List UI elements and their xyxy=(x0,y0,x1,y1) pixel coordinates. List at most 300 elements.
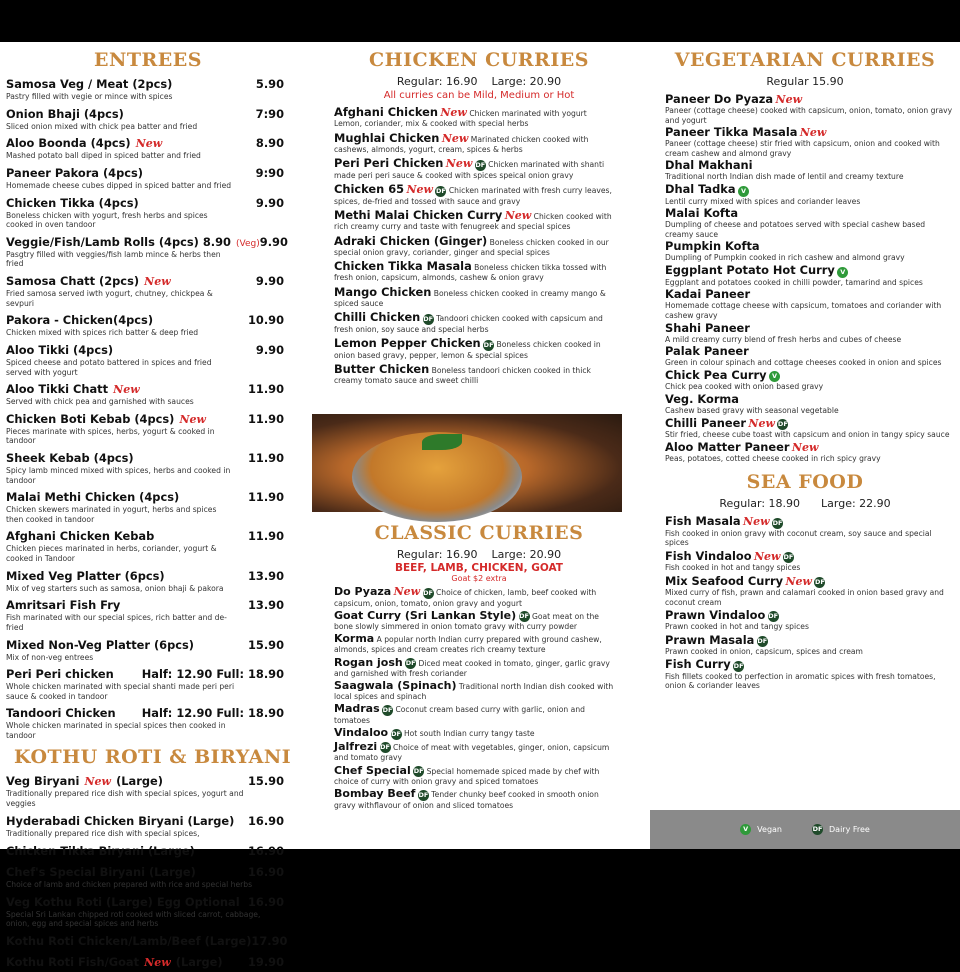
dairy-free-icon: DF xyxy=(382,705,393,714)
column-entrees xyxy=(0,42,296,972)
new-badge: New xyxy=(748,416,775,430)
menu-item-title xyxy=(6,339,113,358)
menu-item-line xyxy=(334,634,614,655)
menu-item-description: Boneless chicken tikka tossed with fresh onion, capsicum, almonds, cashew & onion gravy xyxy=(334,263,607,282)
menu-item-line xyxy=(334,158,614,181)
menu-item-line xyxy=(665,548,955,564)
column-chicken-classic xyxy=(318,42,640,390)
menu-item xyxy=(665,516,955,548)
menu-item-line xyxy=(334,789,614,811)
menu-item-row xyxy=(6,486,284,505)
menu-item-title xyxy=(6,447,134,466)
menu-item-row xyxy=(6,231,288,250)
menu-item-description: Tender chunky beef cooked in smooth onion gravy withflavour of onion and sliced tomatoes xyxy=(334,790,599,810)
menu-item xyxy=(334,681,614,702)
seafood-list xyxy=(650,516,960,690)
menu-item-description: Pieces marinate with spices, herbs, yogurt & cooked in tandoor xyxy=(6,426,215,446)
menu-item-description: Spicy lamb minced mixed with spices, herbs and cooked in tandoor xyxy=(6,466,231,485)
dairy-free-icon: DF xyxy=(812,825,823,833)
dairy-free-icon: DF xyxy=(423,314,434,323)
menu-item-title xyxy=(6,408,206,427)
menu-item-description: Fish fillets cooked to perfection in aromatic spices with fresh tomatoes, onion & coriander leaves xyxy=(665,671,936,691)
menu-item-line xyxy=(334,107,614,129)
menu-item-name: Fish Vindaloo xyxy=(665,548,752,563)
menu-item-title xyxy=(6,594,120,613)
menu-item-line xyxy=(665,265,955,278)
menu-item-title xyxy=(6,231,260,250)
menu-item-line xyxy=(665,160,955,172)
menu-item-row xyxy=(6,408,284,427)
menu-item-line xyxy=(334,608,614,633)
menu-item-description: Chick pea cooked with onion based gravy xyxy=(665,382,824,392)
menu-item xyxy=(6,565,284,594)
menu-item-description: Sliced onion mixed with chick pea batter and fried xyxy=(6,121,198,131)
menu-item-price: 16.90 xyxy=(247,864,284,879)
menu-item-description: Prawn cooked in onion, capsicum, spices and cream xyxy=(665,647,863,657)
menu-item-description: Chicken marinated with fresh curry leaves, spices, de-fried and tossed with sauce and gravy xyxy=(334,186,612,206)
menu-item-line xyxy=(665,94,955,106)
menu-item-title xyxy=(6,634,194,653)
menu-item xyxy=(334,739,614,764)
menu-item-name: Mughlai Chicken xyxy=(334,130,440,145)
menu-item-name: Paneer Tikka Masala xyxy=(665,125,798,140)
new-badge: New xyxy=(775,93,803,106)
menu-item-name: Dhal Tadka xyxy=(665,182,736,197)
menu-item-name: Prawn Masala xyxy=(665,632,755,647)
menu-item-description: Traditional north Indian dish made of lentil and creamy texture xyxy=(665,172,904,182)
menu-item-row xyxy=(6,594,284,613)
menu-item-price: 13.90 xyxy=(247,598,284,613)
menu-item-description: Traditionally prepared rice dish with special spices, xyxy=(6,828,200,838)
menu-item-title xyxy=(6,378,140,397)
veg-title: VEGETARIAN CURRIES xyxy=(674,49,936,71)
menu-item xyxy=(6,339,284,377)
menu-item xyxy=(665,320,955,345)
menu-item-name: Madras xyxy=(334,702,380,716)
menu-item-name: Pakora - Chicken(4pcs) xyxy=(6,313,154,328)
menu-item-name: Chef's Special Biryani (Large) xyxy=(6,864,196,879)
menu-item-row xyxy=(6,447,284,466)
menu-item xyxy=(334,184,614,207)
menu-item-title xyxy=(6,930,251,949)
dietary-legend xyxy=(650,810,960,849)
menu-item-description: Whole chicken marinated in special spices then cooked in tandoor xyxy=(6,721,226,740)
menu-item-name: Paneer Pakora (4pcs) xyxy=(6,166,143,181)
menu-item-description: Cashew based gravy with seasonal vegetable xyxy=(665,406,839,416)
vegan-icon: V xyxy=(837,267,848,278)
menu-item-title xyxy=(6,192,139,211)
new-badge: New xyxy=(440,106,467,119)
menu-item-description: Traditionally prepared rice dish with special spices, yogurt and veggies xyxy=(6,789,244,808)
menu-item-line xyxy=(665,415,955,431)
menu-item-line xyxy=(665,367,955,383)
menu-item-price: 10.90 xyxy=(247,313,284,328)
menu-item xyxy=(334,728,614,740)
menu-item-line xyxy=(334,587,614,609)
menu-item-description: Whole chicken marinated with special shanti made peri peri sauce & cooked in tandoor xyxy=(6,682,235,701)
menu-item-price: 11.90 xyxy=(247,490,284,505)
menu-item-row xyxy=(6,840,284,859)
column-classic xyxy=(318,522,640,813)
menu-item-name: Dhal Makhani xyxy=(665,158,753,173)
menu-item-row xyxy=(6,930,288,949)
entrees-list xyxy=(0,73,296,740)
menu-item-description: Dumpling of cheese and potatoes served with special cashew based creamy sauce xyxy=(665,220,926,239)
menu-item-line xyxy=(334,284,614,309)
menu-item-line xyxy=(665,607,955,623)
menu-item-row xyxy=(6,951,284,970)
menu-item-description: Chicken cooked with rich creamy curry and taste with fenugreek and special spices xyxy=(334,212,612,231)
menu-item-name: Kothu Roti Fish/Goat xyxy=(6,954,140,969)
classic-regular-price: Regular: 16.90 xyxy=(396,548,478,561)
curry-photo xyxy=(312,414,622,512)
menu-item-description: A popular north Indian curry prepared with ground cashew, almonds, spices and cream creates rich creamy texture xyxy=(334,635,602,655)
menu-item xyxy=(665,415,955,440)
classic-list xyxy=(318,587,640,811)
menu-item-description: Boneless chicken with yogurt, fresh herbs and spices cooked in oven tandoor xyxy=(6,210,208,230)
menu-item-description: Boneless tandoori chicken cooked in thick creamy tomato sauce and sweet chilli xyxy=(334,366,591,385)
menu-item-price: 11.90 xyxy=(247,529,284,544)
menu-item-name: Chilli Chicken xyxy=(334,310,421,324)
menu-item-price: 11.90 xyxy=(247,382,284,397)
menu-item-name: Mixed Non-Veg Platter (6pcs) xyxy=(6,637,194,652)
menu-item-name: Chef Special xyxy=(334,763,411,777)
menu-item-name: Veg. Korma xyxy=(665,392,739,407)
menu-item-description: Chicken mixed with spices rich batter & deep fried xyxy=(6,328,199,338)
menu-item xyxy=(665,439,955,464)
menu-item-row xyxy=(6,378,284,397)
menu-item-description: Coconut cream based curry with garlic, onion and tomatoes xyxy=(334,705,585,725)
menu-item-description: Stir fried, cheese cube toast with capsicum and onion in tangy spicy sauce xyxy=(665,430,950,440)
menu-item-description: A mild creamy curry blend of fresh herbs and cubes of cheese xyxy=(665,334,902,344)
classic-large-price: Large: 20.90 xyxy=(491,548,562,561)
menu-item xyxy=(6,634,284,663)
menu-item-description: Eggplant and potatoes cooked in chilli powder, tamarind and spices xyxy=(665,277,923,287)
menu-item-name: Methi Malai Chicken Curry xyxy=(334,208,503,222)
menu-item-price: 16.90 xyxy=(247,894,284,909)
classic-prices xyxy=(318,548,640,561)
seafood-regular-price: Regular: 18.90 xyxy=(719,497,801,511)
menu-item xyxy=(334,704,614,726)
menu-item-price: 15.90 xyxy=(247,774,284,789)
menu-item-line xyxy=(334,261,614,283)
menu-item-name: Saagwala (Spinach) xyxy=(334,679,457,693)
vegan-icon: V xyxy=(738,186,749,197)
chicken-list xyxy=(318,107,640,386)
menu-item-row xyxy=(6,73,284,92)
menu-item xyxy=(334,158,614,181)
dairy-free-icon: DF xyxy=(423,588,433,597)
menu-item-line xyxy=(334,233,614,258)
menu-item-line xyxy=(665,516,955,529)
menu-item-line xyxy=(334,338,614,361)
menu-item xyxy=(334,587,614,609)
menu-item-title xyxy=(6,663,114,682)
menu-item-title xyxy=(6,486,179,505)
kothu-list xyxy=(0,770,296,970)
menu-item xyxy=(334,107,614,129)
menu-item-price: 9.90 xyxy=(255,274,284,289)
menu-item-name: Bombay Beef xyxy=(334,787,416,801)
menu-item xyxy=(6,702,284,740)
menu-item-description: Chicken skewers marinated in yogurt, herbs and spices then cooked in tandoor xyxy=(6,505,217,524)
menu-item-price: 16.90 xyxy=(247,844,284,859)
menu-item-name: Sheek Kebab (4pcs) xyxy=(6,451,134,466)
menu-item-line xyxy=(334,739,614,764)
menu-item-description: Hot south Indian curry tangy taste xyxy=(403,729,535,739)
menu-item-name: Aloo Boonda (4pcs) xyxy=(6,136,131,151)
menu-item-name: Eggplant Potato Hot Curry xyxy=(665,263,835,278)
vegan-icon: V xyxy=(769,371,780,382)
menu-item xyxy=(6,891,284,929)
menu-item xyxy=(334,789,614,811)
menu-item xyxy=(665,573,955,608)
menu-item-description: Fish marinated with our special spices, rich batter and de-fried xyxy=(6,613,227,632)
goat-extra-note: Goat $2 extra xyxy=(451,574,507,583)
menu-item-description: Traditional north Indian dish cooked with local spices and spinach xyxy=(334,682,614,702)
menu-item-price: 9:90 xyxy=(255,166,284,181)
vegan-label: Vegan xyxy=(757,825,782,834)
new-badge: New xyxy=(791,440,819,454)
menu-item xyxy=(6,840,284,859)
menu-item-title xyxy=(6,73,172,92)
veg-tag: (Veg) xyxy=(236,238,260,249)
menu-item-line xyxy=(665,320,955,335)
menu-item-title xyxy=(6,525,154,544)
menu-item-name: Pumpkin Kofta xyxy=(665,239,760,254)
menu-item-description: Boneless chicken cooked in our special onion gravy, coriander, ginger and special spices xyxy=(334,237,609,257)
dairy-free-label: Dairy Free xyxy=(829,825,870,834)
menu-item-name: Veggie/Fish/Lamb Rolls (4pcs) 8.90 xyxy=(6,234,231,249)
menu-item-price: 7:90 xyxy=(255,106,284,121)
classic-meat-options: BEEF, LAMB, CHICKEN, GOAT xyxy=(395,562,563,574)
menu-item-row xyxy=(6,162,284,181)
menu-item xyxy=(6,132,284,161)
chicken-large-price: Large: 20.90 xyxy=(491,75,562,88)
chicken-title: CHICKEN CURRIES xyxy=(369,49,589,71)
menu-item-price: Half: 12.90 Full: 18.90 xyxy=(141,706,284,721)
new-badge: New xyxy=(393,585,421,598)
new-badge: New xyxy=(406,183,433,196)
menu-item xyxy=(6,810,284,839)
menu-item-line xyxy=(334,130,614,155)
menu-item-description: Green in colour spinach and cottage cheeses cooked in onion and spices xyxy=(665,358,942,368)
menu-item xyxy=(334,338,614,361)
veg-list xyxy=(650,94,960,463)
menu-item-name: Fish Masala xyxy=(665,514,741,529)
menu-item-line xyxy=(334,312,614,335)
menu-item-price: 11.90 xyxy=(247,411,284,426)
menu-item-line xyxy=(665,289,955,301)
menu-item xyxy=(334,364,614,386)
menu-item-description: Chicken marinated with shanti made peri peri sauce & cooked with spices speical onion gravy xyxy=(334,160,605,180)
menu-item-row xyxy=(6,861,284,880)
menu-item-name: Malai Kofta xyxy=(665,206,739,221)
menu-item-title xyxy=(6,702,116,721)
menu-item xyxy=(6,951,284,970)
menu-item-name: Malai Methi Chicken (4pcs) xyxy=(6,490,180,505)
menu-item-price: 13.90 xyxy=(247,568,284,583)
menu-item-description: Marinated chicken cooked with cashews, almonds, yogurt, cream, spices & herbs xyxy=(334,134,589,154)
menu-item xyxy=(6,594,284,632)
dairy-free-icon: DF xyxy=(436,186,446,195)
menu-item-description: Tandoori chicken cooked with capsicum and fresh onion, soy sauce and special herbs xyxy=(334,314,603,334)
menu-item xyxy=(665,289,955,320)
menu-item xyxy=(6,408,284,446)
menu-item-name: Adraki Chicken (Ginger) xyxy=(334,233,488,248)
kothu-title: KOTHU ROTI & BIRYANI xyxy=(14,746,292,769)
menu-item xyxy=(334,210,614,232)
menu-item xyxy=(665,184,955,206)
menu-item-name: Afghani Chicken Kebab xyxy=(6,529,155,544)
new-badge: New xyxy=(179,412,206,426)
menu-item-name: Samosa Chatt (2pcs) xyxy=(6,274,140,289)
menu-item-description: Paneer (cottage cheese) stir fried with capsicum, onion and cooked with cream cashew and almond gravy xyxy=(665,139,940,158)
coriander-garnish xyxy=(422,434,462,450)
menu-item-line xyxy=(665,241,955,253)
menu-item-name: Aloo Tikki Chatt xyxy=(6,382,109,397)
menu-item-line xyxy=(334,210,614,232)
new-badge: New xyxy=(135,137,163,151)
menu-item-description: Paneer (cottage cheese) cooked with capsicum, onion, tomato, onion gravy and yogurt xyxy=(665,106,953,125)
menu-item-name: Chilli Paneer xyxy=(665,415,746,430)
menu-item xyxy=(665,94,955,125)
menu-item-line xyxy=(334,184,614,207)
new-badge: New xyxy=(785,574,812,588)
menu-item-title xyxy=(6,840,195,859)
menu-item xyxy=(6,192,284,230)
menu-item-line xyxy=(665,127,955,139)
menu-item-price: 9.90 xyxy=(255,195,284,210)
menu-item-description: Mix of non-veg entrees xyxy=(6,652,94,662)
new-badge: New xyxy=(743,515,770,529)
menu-item xyxy=(6,231,288,269)
menu-item-row xyxy=(6,309,284,328)
chicken-prices xyxy=(318,75,640,88)
menu-item-row xyxy=(6,339,284,358)
menu-item-description: Chicken pieces marinated in herbs, coriander, yogurt & cooked in Tandoor xyxy=(6,544,217,563)
seafood-prices xyxy=(650,497,960,510)
veg-regular-price: Regular 15.90 xyxy=(766,75,844,88)
dairy-free-icon: DF xyxy=(814,578,825,587)
menu-item-description: Chicken marinated with yogurt Lemon, coriander, mix & cooked with special herbs xyxy=(334,109,587,128)
seafood-large-price: Large: 22.90 xyxy=(821,497,891,511)
menu-item-line xyxy=(334,681,614,702)
menu-item-name: Chicken Tikka Masala xyxy=(334,259,472,273)
menu-item-name: Chick Pea Curry xyxy=(665,367,767,382)
menu-item-row xyxy=(6,810,284,829)
menu-item-price: Half: 12.90 Full: 18.90 xyxy=(141,667,284,682)
menu-item-name: Chicken Boti Kebab (4pcs) xyxy=(6,411,175,426)
menu-item xyxy=(6,770,284,808)
new-badge: New xyxy=(113,383,140,397)
menu-item-row xyxy=(6,634,284,653)
menu-item-name: Aloo Tikki (4pcs) xyxy=(6,343,114,357)
menu-item xyxy=(6,103,284,132)
menu-item-description: Special homemade spiced made by chef with choice of curry with onion gravy and spiced tomatoes xyxy=(334,766,600,786)
chicken-regular-price: Regular: 16.90 xyxy=(396,75,478,88)
menu-item xyxy=(665,607,955,632)
menu-item xyxy=(334,763,614,788)
menu-item-name: Butter Chicken xyxy=(334,362,430,376)
menu-item-name: Prawn Vindaloo xyxy=(665,607,766,622)
menu-item-title xyxy=(6,891,240,910)
menu-item-name: Mango Chicken xyxy=(334,284,432,299)
menu-item-description: Diced meat cooked in tomato, ginger, garlic gravy and garnished with fresh coriander xyxy=(334,658,610,679)
dairy-free-icon: DF xyxy=(519,612,529,621)
menu-item-description: Peas, potatoes, cotted cheese cooked in rich spicy gravy xyxy=(665,453,881,463)
menu-item xyxy=(665,127,955,158)
seafood-title: SEA FOOD xyxy=(746,471,864,494)
menu-item-description: Choice of lamb and chicken prepared with rice and special herbs xyxy=(6,879,253,889)
menu-item-price: 19.90 xyxy=(247,954,284,969)
menu-item-description: Fish cooked in onion gravy with coconut cream, soy sauce and special spices xyxy=(665,528,932,548)
menu-item-price: 11.90 xyxy=(247,451,284,466)
menu-item-line xyxy=(665,394,955,406)
menu-item-row xyxy=(6,192,284,211)
new-badge: New xyxy=(754,549,781,563)
menu-item-name: Kadai Paneer xyxy=(665,287,751,302)
menu-item xyxy=(6,270,284,308)
menu-item xyxy=(6,486,284,524)
menu-item-name: Chicken Tikka Biryani (Large) xyxy=(6,844,195,859)
menu-item-name: Samosa Veg / Meat (2pcs) xyxy=(6,77,173,91)
menu-item-description: Special Sri Lankan chipped roti cooked with sliced carrot, cabbage, onion, egg and special spices and herbs xyxy=(6,909,261,929)
menu-item-title xyxy=(6,951,223,970)
menu-item-row xyxy=(6,770,284,789)
menu-item xyxy=(6,663,284,701)
menu-item-title xyxy=(6,103,124,122)
menu-item-name: Do Pyaza xyxy=(334,585,392,598)
menu-item-name: Amritsari Fish Fry xyxy=(6,598,121,613)
new-badge: New xyxy=(144,275,171,289)
menu-item-name: Tandoori Chicken xyxy=(6,706,116,721)
menu-item-name: Chicken 65 xyxy=(334,182,405,196)
dairy-free-icon: DF xyxy=(380,743,390,752)
menu-item-description: Mix of veg starters such as samosa, onion bhaji & pakora xyxy=(6,583,224,593)
menu-item-title xyxy=(6,309,153,328)
menu-item-size: (Large) xyxy=(175,954,223,969)
new-badge: New xyxy=(799,126,827,140)
menu-item-description: Mashed potato ball diped in spiced batter and fried xyxy=(6,151,201,161)
menu-item-name: Mixed Veg Platter (6pcs) xyxy=(6,568,165,583)
menu-item xyxy=(334,634,614,655)
new-badge: New xyxy=(445,157,473,170)
menu-item xyxy=(6,309,284,338)
menu-item xyxy=(665,659,955,691)
menu-item-description: Lentil curry mixed with spices and coriander leaves xyxy=(665,196,861,206)
menu-item-name: Lemon Pepper Chicken xyxy=(334,336,481,350)
menu-item xyxy=(665,367,955,392)
menu-item-name: Onion Bhaji (4pcs) xyxy=(6,106,124,121)
menu-item-line xyxy=(665,573,955,589)
dairy-free-icon: DF xyxy=(418,790,429,799)
menu-page xyxy=(0,42,960,969)
vegan-icon: V xyxy=(740,824,751,835)
menu-item-title xyxy=(6,270,171,289)
menu-item xyxy=(665,241,955,263)
menu-item-size: (Large) xyxy=(116,774,163,789)
dairy-free-icon: DF xyxy=(413,767,424,775)
menu-item-name: Korma xyxy=(334,632,375,646)
dairy-free-icon: DF xyxy=(391,729,401,738)
menu-item xyxy=(334,233,614,258)
menu-item-row xyxy=(6,565,284,584)
menu-item-line xyxy=(665,632,955,648)
menu-item xyxy=(665,394,955,416)
new-badge: New xyxy=(84,775,111,789)
menu-item-description: Boneless chicken cooked in creamy mango & spiced sauce xyxy=(334,288,606,308)
